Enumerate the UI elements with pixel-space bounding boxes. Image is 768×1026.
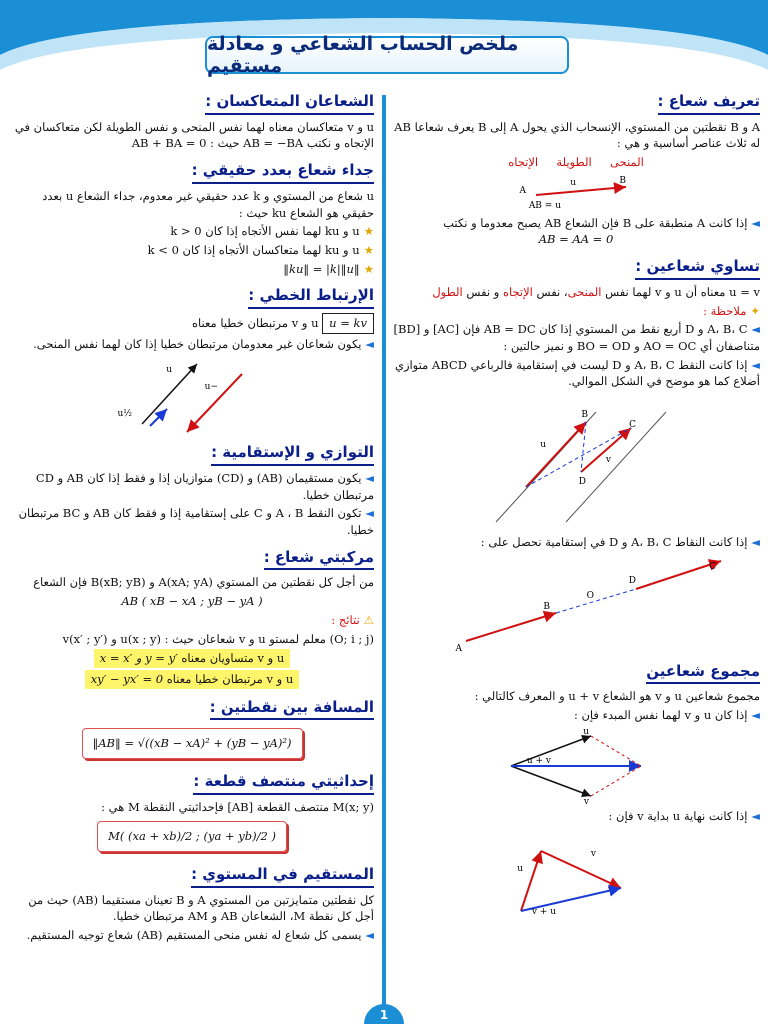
fig6-label-minus-u: −u — [204, 382, 218, 393]
fig2-label-c: C — [629, 419, 636, 430]
page-number: 1 — [364, 1004, 404, 1024]
midpoint-text: M(x; y) منتصف القطعة [AB] فإحداثيتي النقطة M هي : — [101, 799, 374, 814]
sum-text: مجموع شعاعين u و v هو الشعاع u + v و المعرف كالتالي : — [474, 689, 760, 704]
fig5-label-v: v — [590, 849, 596, 860]
item-length: الطويلة — [556, 155, 592, 170]
note-1: ◄ A، B، C و D أربع نقط من المستوي إذا كان AB = DC فإن [AC] و [BD] متناصفان أي AO = OC و BO = OD و نميز حالتين : — [392, 321, 760, 354]
star-icon: ★ — [363, 261, 374, 276]
scalar-heading: جداء شعاع بعدد حقيقي : — [192, 160, 374, 184]
fig5-label-u: u — [517, 864, 523, 875]
figure-sum-chained — [501, 826, 651, 916]
collinear-bullet: ◄ يكون شعاعان غير معدومان مرتبطان خطيا إذا كان لهما نفس المنحى. — [10, 336, 374, 353]
fig2-label-b: B — [581, 409, 588, 420]
right-column — [392, 85, 760, 918]
distance-heading: المسافة بين نقطتين : — [210, 697, 374, 721]
midpoint-formula: M( (xa + xb)/2 ; (ya + yb)/2 ) — [97, 821, 287, 852]
results-collinear: u و v مرتبطان خطيا معناه xy′ − yx′ = 0 — [10, 670, 374, 689]
line-text-2: ◄ يسمى كل شعاع له نفس منحى المستقيم (AB) شعاع توجيه المستقيم. — [10, 927, 374, 944]
null-vector-text: ◄ إذا كانت A منطبقة على B فإن الشعاع AB يصبح معدوما و نكتب AB = AA = 0 — [392, 215, 760, 248]
figure-sum-same-origin — [501, 726, 651, 806]
fig6-label-half-u: ½u — [117, 409, 132, 420]
sum-case-1: ◄ إذا كان u و v لهما نفس المبدء فإن : — [392, 707, 760, 724]
opposite-text: u و v متعاكسان معناه لهما نفس المنحى و نفس الطويلة لكن متعاكسان في الإتجاه و نكتب AB = −BA حيث : AB + BA = 0 — [14, 119, 374, 151]
figure-vector-ab — [476, 173, 676, 213]
opposite-heading: الشعاعان المتعاكسان : — [205, 91, 374, 115]
null-vector-formula: AB = AA = 0 — [538, 232, 614, 247]
equality-text: u = v معناه أن u و v لهما نفس المنحى، نفس الإتجاه و نفس الطول — [432, 284, 760, 299]
distance-formula: ‖AB‖ = √((xB − xA)² + (yB − yA)²) — [82, 728, 303, 759]
fig3-label-o: O — [586, 590, 594, 601]
figure-collinear — [426, 553, 726, 653]
scalar-star-1: ★u و ku لهما نفس الأتجاه إذا كان k > 0 — [170, 224, 374, 239]
results-text: (O; i ; j) معلم لمستو u و v شعاعان حيث : u(x ; y) و v(x′ ; y′) — [62, 631, 374, 646]
definition-text: A و B نقطتين من المستوي، الإنسحاب الذي يحول A إلى B يعرف شعاعا AB له ثلاث عناصر أساسية و هي : — [394, 119, 760, 151]
figure-parallelogram — [476, 392, 676, 532]
parallel-heading: التوازي و الإستقامية : — [211, 442, 374, 466]
definition-heading: تعريف شعاع : — [658, 91, 760, 115]
star-icon: ★ — [363, 224, 374, 239]
fig3-label-c: C — [709, 561, 716, 572]
fig1-label-b: B — [619, 175, 626, 186]
note-label: ✦ملاحظة : — [703, 303, 760, 318]
results-label: ⚠نتائج : — [331, 612, 374, 627]
note-3: ◄ إذا كانت النقاط A، B، C و D في إستقامية نحصل على : — [392, 534, 760, 551]
scalar-text: u شعاع من المستوي و k عدد حقيقي غير معدوم، جداء الشعاع u بعدد حقيقي هو الشعاع ku حيث : — [42, 188, 374, 220]
item-sense: الإتجاه — [508, 155, 539, 170]
components-text: من أجل كل نقطتين من المستوي A(xA; yA) و B(xB; yB) فإن الشعاع — [33, 575, 374, 590]
parallel-2: ◄ تكون النقط A ، B و C على إستقامية إذا و فقط كان AB و BC مرتبطان خطيا. — [10, 505, 374, 538]
column-divider — [382, 95, 386, 1010]
left-column — [10, 85, 374, 946]
fig1-label-a: A — [519, 185, 526, 196]
fig3-label-d: D — [628, 575, 636, 586]
midpoint-heading: إحداثيتي منتصف قطعة : — [193, 771, 374, 795]
fig4-label-sum: u + v — [526, 755, 551, 766]
scalar-star-3: ★‖ku‖ = |k|‖u‖ — [283, 261, 374, 276]
fig2-label-u: u — [540, 439, 546, 450]
item-direction: المنحى — [609, 155, 644, 170]
results-equal: u و v متساويان معناه x = x′ و y = y′ — [10, 649, 374, 668]
fig1-caption: AB = u — [528, 200, 561, 211]
fig2-label-v: v — [605, 454, 611, 465]
sum-case-2: ◄ إذا كانت نهاية u بداية v فإن : — [392, 808, 760, 825]
fig6-label-u: u — [166, 365, 172, 376]
fig3-label-a: A — [455, 643, 462, 654]
collinear-heading: الإرتباط الخطي : — [248, 285, 374, 309]
components-heading: مركبتي شعاع : — [264, 547, 374, 571]
sum-heading: مجموع شعاعين — [646, 661, 760, 685]
fig3-label-b: B — [543, 601, 550, 612]
components-formula: AB ( xB − xA ; yB − yA ) — [121, 594, 263, 609]
line-text-1: كل نقطتين متمايزتين من المستوي A و B تعينان مستقيما (AB) حيث من أجل كل نقطة M، الشعاعان AB و AM مرتبطان خطيا. — [28, 892, 374, 924]
lamp-icon: ✦ — [750, 303, 760, 318]
note-2: ◄ إذا كانت النقط A، B، C و D ليست في إستقامية فالرباعي ABCD متوازي أضلاع كما هو موضح في الشكل الموالي. — [392, 357, 760, 390]
line-heading: المستقيم في المستوي : — [191, 864, 374, 888]
figure-scalar-vectors — [117, 354, 262, 434]
definition-items — [392, 154, 760, 171]
star-icon: ★ — [363, 242, 374, 257]
warning-icon: ⚠ — [363, 612, 374, 627]
fig4-label-u: u — [583, 726, 589, 737]
fig4-label-v: v — [583, 796, 589, 807]
fig5-label-sum: v + u — [531, 907, 556, 918]
scalar-star-2: ★u و ku لهما متعاكسان الأتجاه إذا كان k < 0 — [147, 242, 374, 257]
fig1-label-u: u — [570, 177, 576, 188]
parallel-1: ◄ يكون مستقيمان (AB) و (CD) متوازيان إذا و فقط إذا كان AB و CD مرتبطان خطيا. — [10, 470, 374, 503]
fig2-label-d: D — [578, 476, 586, 487]
collinear-def: u = kv u و v مرتبطان خطيا معناه — [10, 313, 374, 334]
equality-heading: تساوي شعاعين : — [635, 256, 760, 280]
page-title: ملخص الحساب الشعاعي و معادلة مستقيم — [205, 36, 569, 74]
